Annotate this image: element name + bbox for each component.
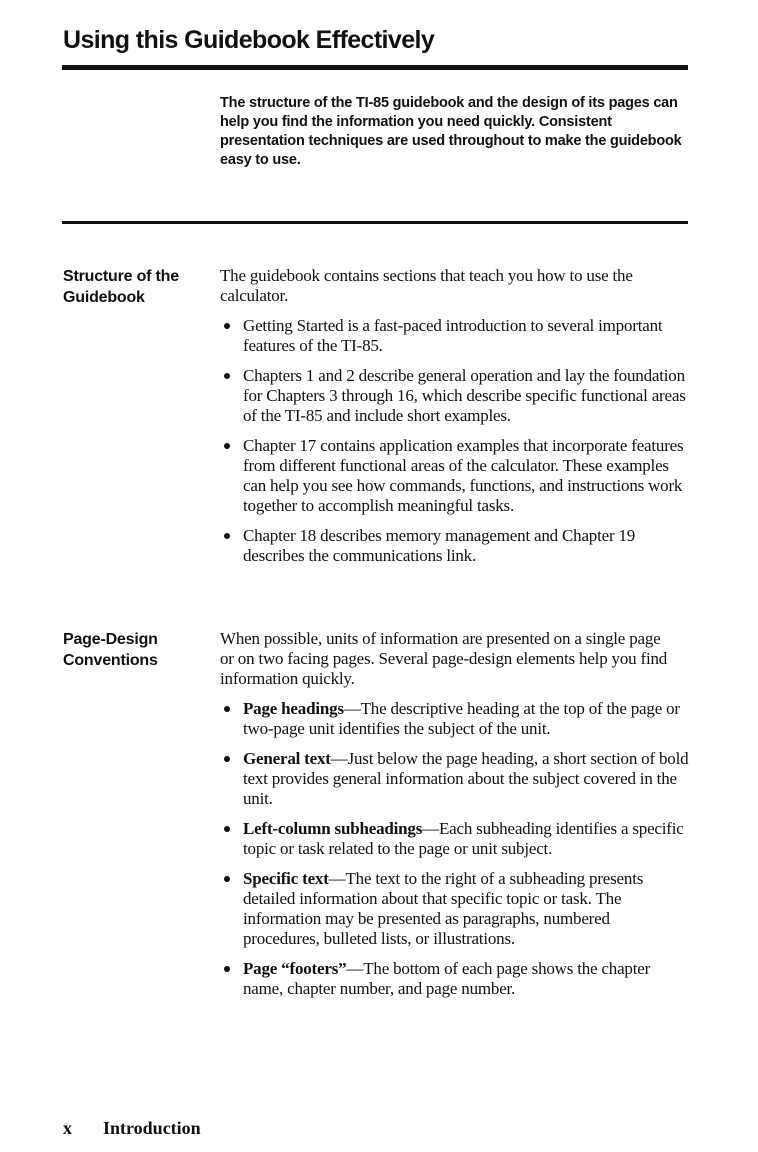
- bullet-text: Chapter 17 contains application examples that incorporate features from different functional areas of the calculator. These examples can help you see how commands, functions, and instructions work together to accomplish meaningful tasks.: [243, 436, 684, 515]
- subheading: Page-Design Conventions: [63, 631, 158, 669]
- bullet-list: [220, 316, 690, 566]
- title-rule: [62, 65, 688, 70]
- subheading: Structure of the Guidebook: [63, 268, 179, 306]
- bullet-text: —The bottom of each page shows the chapter name, chapter number, and page number.: [243, 959, 651, 998]
- section-paragraph: When possible, units of information are presented on a single page or on two facing pages. Several page-design elements help you find information quickly.: [220, 629, 668, 688]
- bullet-term: Page headings: [243, 699, 344, 718]
- bullet-term: Page “footers”: [243, 959, 347, 978]
- section-paragraph: The guidebook contains sections that teach you how to use the calculator.: [220, 266, 633, 305]
- bullet-term: Specific text: [243, 869, 329, 888]
- bullet-icon: [224, 323, 230, 329]
- bullet-list: [220, 699, 690, 999]
- section-body: [220, 629, 690, 1009]
- bullet-icon: [224, 826, 230, 832]
- general-text: The structure of the TI-85 guidebook and the design of its pages can help you find the information you need quickly. Consistent presentation techniques are used throughout to make the guidebook easy to use.: [220, 95, 682, 168]
- bullet-text: Chapters 1 and 2 describe general operation and lay the foundation for Chapters 3 through 16, which describe specific functional areas of the TI-85 and include short examples.: [243, 366, 686, 425]
- section-body: [220, 266, 690, 576]
- list-item: [220, 316, 690, 356]
- page-number: x: [63, 1118, 72, 1138]
- bullet-text: —The text to the right of a subheading presents detailed information about that specific topic or task. The information may be presented as paragraphs, numbered procedures, bulleted lists, or illustrations.: [243, 869, 644, 948]
- list-item: [220, 526, 690, 566]
- bullet-icon: [224, 876, 230, 882]
- bullet-icon: [224, 756, 230, 762]
- bullet-term: General text: [243, 749, 331, 768]
- bullet-icon: [224, 373, 230, 379]
- bullet-text: —Just below the page heading, a short section of bold text provides general information about the subject covered in the unit.: [243, 749, 689, 808]
- list-item: [220, 436, 690, 516]
- list-item: [220, 749, 690, 809]
- bullet-text: —Each subheading identifies a specific topic or task related to the page or unit subject.: [243, 819, 684, 858]
- bullet-text: Chapter 18 describes memory management and Chapter 19 describes the communications link.: [243, 526, 636, 565]
- bullet-icon: [224, 533, 230, 539]
- list-item: [220, 819, 690, 859]
- list-item: [220, 869, 690, 949]
- bullet-icon: [224, 706, 230, 712]
- list-item: [220, 959, 690, 999]
- bullet-icon: [224, 443, 230, 449]
- bullet-text: —The descriptive heading at the top of the page or two-page unit identifies the subject of the unit.: [243, 699, 680, 738]
- list-item: [220, 699, 690, 739]
- bullet-term: Left-column subheadings: [243, 819, 423, 838]
- page-footer: [63, 1116, 201, 1140]
- page-title: Using this Guidebook Effectively: [63, 26, 435, 54]
- bullet-text: Getting Started is a fast-paced introduction to several important features of the TI-85.: [243, 316, 663, 355]
- chapter-name: Introduction: [103, 1118, 201, 1138]
- list-item: [220, 366, 690, 426]
- bullet-icon: [224, 966, 230, 972]
- section-rule: [62, 221, 688, 224]
